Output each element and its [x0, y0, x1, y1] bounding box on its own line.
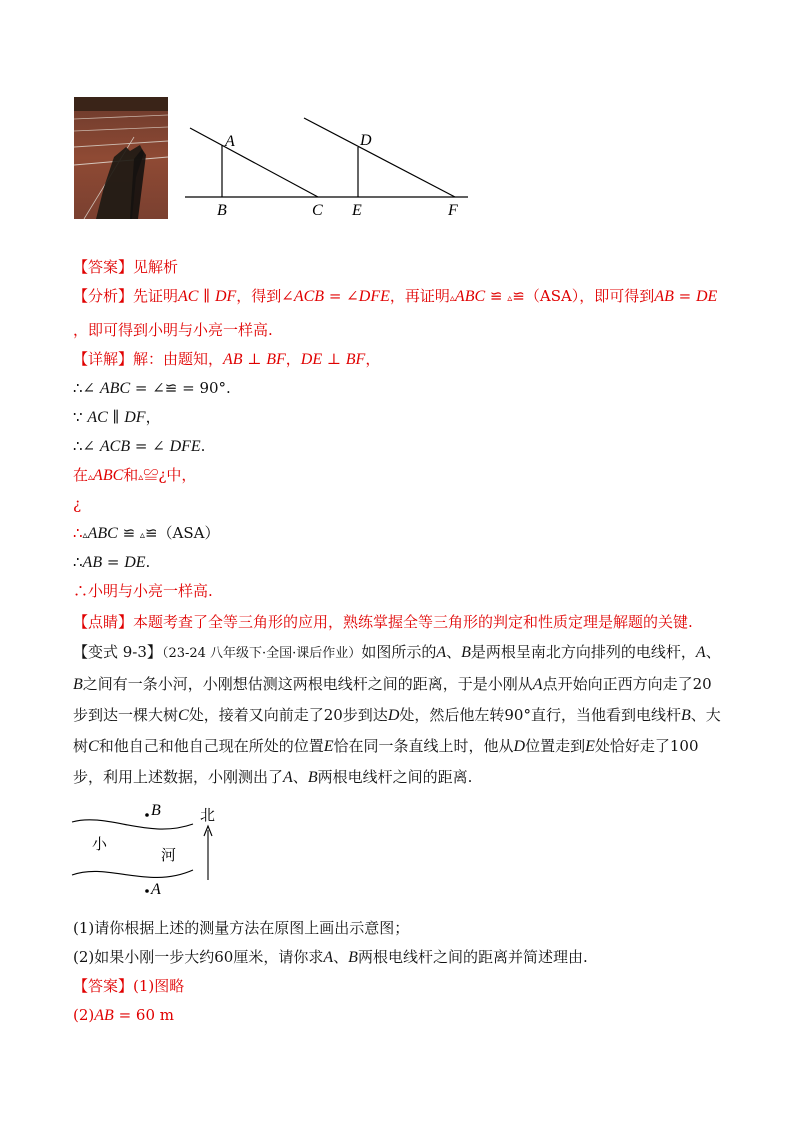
question-1: (1)请你根据上述的测量方法在原图上画出示意图； [73, 919, 410, 937]
point-a-label: A [151, 881, 161, 898]
question-text: 厘米，请你求 [233, 948, 324, 966]
math-ab: AB [82, 554, 103, 571]
step-text: = ∠≌ = 90°. [130, 379, 231, 397]
triangle-icon: ▵ [507, 293, 513, 304]
answer-text: 见解析 [133, 258, 179, 276]
math-ab: AB [654, 288, 674, 305]
equals-sign: = [673, 287, 696, 305]
equals-angle: = ∠ [324, 287, 359, 305]
step-3 [73, 436, 205, 457]
connector: 和他自己 [98, 737, 159, 755]
triangle-icon: ▵ [139, 530, 145, 541]
detail-text: 解：由题知， [133, 350, 224, 368]
var-e: E [585, 738, 595, 755]
answer-part-2: (2) [73, 1006, 95, 1024]
var-b: B [461, 644, 471, 661]
triangle-icon: ▵ [82, 530, 88, 541]
answer-value: = 60 m [113, 1006, 174, 1024]
var-d: D [513, 738, 526, 755]
therefore: ∴ [73, 524, 83, 542]
river-figure [68, 800, 238, 900]
analysis-text: （ASA），即可得到 [524, 287, 655, 305]
analysis-text: 先证明 [133, 287, 179, 305]
problem-text: 处恰好走了 [594, 737, 670, 755]
num-90: 90° [504, 706, 531, 724]
sep: 、 [690, 706, 706, 724]
comma: ， [365, 350, 381, 368]
num-20: 20 [323, 706, 343, 724]
north-label: 北 [200, 808, 216, 824]
problem-source: （23-24 八年级下·全国·课后作业） [161, 646, 362, 661]
equals-sign: = [102, 553, 125, 571]
label-a: A [225, 133, 235, 150]
step-7 [73, 552, 150, 573]
label-f: F [448, 202, 458, 219]
math-abc: ABC [99, 380, 131, 397]
geometry-figure-1 [180, 110, 480, 220]
var-c: C [178, 707, 189, 724]
answer-line-1 [73, 257, 178, 277]
step-text: ∴∠ [73, 437, 100, 455]
question-text: 两根电线杆之间的距离并简述理由. [357, 948, 588, 966]
math-ab: AB [223, 351, 243, 368]
answer-part-1: (1)图略 [133, 977, 185, 995]
triangle-icon: ▵ [449, 293, 455, 304]
analysis-text: ，再证明 [389, 287, 450, 305]
point-b-label: B [151, 802, 161, 819]
comma: ， [285, 350, 301, 368]
problem-text: 恰在同一条直线上时，他从 [333, 737, 514, 755]
comma: ， [145, 408, 161, 426]
label-b: B [217, 202, 227, 219]
sep: 、 [292, 768, 308, 786]
detail-tag: 【详解】 [73, 350, 134, 368]
problem-paragraph [73, 637, 723, 793]
step-2 [73, 407, 161, 428]
math-bf: BF [266, 351, 286, 368]
math-dfe: DFE [169, 438, 201, 455]
problem-text: 处，然后他左转 [399, 706, 505, 724]
period: . [200, 437, 206, 455]
triangle-icon: ▵ [88, 472, 94, 483]
answer-tag: 【答案】 [73, 977, 134, 995]
math-de: DE [300, 351, 323, 368]
label-c: C [312, 202, 323, 219]
analysis-line [73, 286, 717, 309]
var-a: A [323, 949, 334, 966]
problem-text: 直行，当他看到电线杆 [530, 706, 681, 724]
congruent-sign: ≌ [117, 524, 140, 542]
sep: 、 [333, 948, 349, 966]
label-d: D [360, 132, 372, 149]
problem-text: 步到达 [342, 706, 388, 724]
detail-line [73, 349, 380, 370]
shadow-photo [74, 97, 168, 219]
var-c: C [88, 738, 99, 755]
var-e: E [323, 738, 334, 755]
step-8: ∴小明与小亮一样高. [73, 582, 213, 600]
river-label-2: 河 [161, 848, 177, 864]
math-ac: AC [87, 409, 108, 426]
parallel-sign: ∥ [107, 408, 125, 426]
math-dfe: DFE [358, 288, 390, 305]
var-a: A [695, 644, 706, 661]
problem-text: 位置走到 [525, 737, 586, 755]
step-6 [73, 523, 219, 546]
step-text: 在 [73, 466, 89, 484]
problem-tag: 【变式 9-3】 [73, 643, 162, 661]
math-abc: ABC [454, 288, 486, 305]
perp-sign-2: ⊥ [322, 350, 346, 368]
math-bf: BF [345, 351, 366, 368]
step-text: 和 [123, 466, 139, 484]
therefore: ∴ [73, 553, 83, 571]
step-text: ∴∠ [73, 379, 100, 397]
comment-tag: 【点睛】 [73, 613, 134, 631]
sep: 、 [446, 643, 462, 661]
var-b: B [307, 769, 318, 786]
comment-line [73, 612, 693, 632]
math-df: DF [124, 409, 146, 426]
answer-2-line [73, 1005, 174, 1026]
problem-text: 和他自己现在所处的位置 [158, 737, 324, 755]
math-ab: AB [94, 1007, 114, 1024]
problem-text: 两根电线杆之间的距离. [317, 768, 473, 786]
math-ac: AC [178, 288, 199, 305]
var-b: B [681, 707, 691, 724]
num-100: 100 [669, 737, 699, 755]
problem-text: 是两根呈南北方向排列的电线杆， [470, 643, 696, 661]
problem-text: 处，接着又向前走了 [188, 706, 324, 724]
analysis-text: ，得到∠ [236, 287, 294, 305]
math-de: DE [695, 288, 718, 305]
perp-sign: ⊥ [242, 350, 267, 368]
problem-text: 步，利用上述数据，小刚测出了 [73, 768, 284, 786]
step-text: ≌（ASA） [144, 524, 220, 542]
math-acb: ACB [293, 288, 325, 305]
congruent-glyph: ≌ [512, 287, 525, 305]
step-text: ∵ [73, 408, 88, 426]
var-d: D [387, 707, 400, 724]
math-abc: ABC [87, 525, 118, 542]
period: . [145, 553, 151, 571]
analysis-continued: ，即可得到小明与小亮一样高. [73, 321, 273, 339]
problem-text: 如图所示的 [361, 643, 437, 661]
math-abc: ABC [93, 467, 124, 484]
answer-tag: 【答案】 [73, 258, 134, 276]
math-de: DE [124, 554, 146, 571]
problem-text: 点开始向正西方向走了 [542, 675, 693, 693]
var-a: A [283, 769, 293, 786]
comment-text: 本题考查了全等三角形的应用，熟练掌握全等三角形的判定和性质定理是解题的关键. [133, 613, 693, 631]
triangle-icon: ▵ [138, 472, 144, 483]
river-label-1: 小 [92, 837, 108, 853]
step-text: ≌¿中， [143, 466, 197, 484]
question-2 [73, 947, 588, 968]
math-df: DF [214, 288, 237, 305]
label-e: E [352, 202, 362, 219]
var-a: A [532, 676, 543, 693]
sep: 、 [705, 643, 721, 661]
problem-text: 步到达一棵大树 [73, 706, 179, 724]
congruent-sign: ≌ [485, 287, 508, 305]
problem-text: 之间有一条小河，小刚想估测这两根电线杆之间的距离，于是小刚从 [82, 675, 533, 693]
math-acb: ACB [99, 438, 131, 455]
answer-2-tag-line [73, 976, 184, 996]
question-text: (2)如果小刚一步大约 [73, 948, 215, 966]
var-a: A [436, 644, 447, 661]
step-text: = ∠ [130, 437, 170, 455]
parallel-sign: ∥ [198, 287, 215, 305]
var-b: B [73, 676, 83, 693]
step-5: ¿ [73, 495, 82, 513]
step-4 [73, 465, 196, 488]
step-1 [73, 378, 231, 399]
problem-text: 大树 [73, 706, 721, 755]
num-20: 20 [692, 675, 712, 693]
num-60: 60 [214, 948, 234, 966]
analysis-tag: 【分析】 [73, 287, 134, 305]
var-b: B [348, 949, 358, 966]
